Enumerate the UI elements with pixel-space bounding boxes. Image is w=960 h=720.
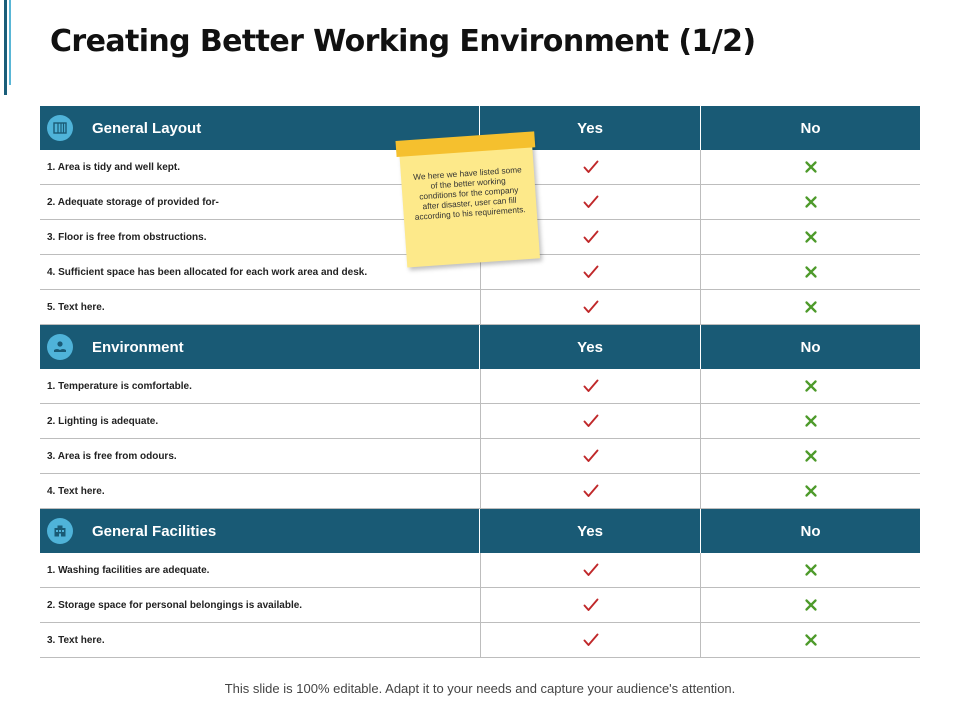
footer-note: This slide is 100% editable. Adapt it to your needs and capture your audience's attention.	[224, 681, 736, 696]
cross-icon	[804, 563, 818, 577]
yes-cell[interactable]	[480, 623, 701, 657]
yes-cell[interactable]	[480, 588, 701, 622]
cross-icon	[804, 633, 818, 647]
checklist-row	[40, 623, 920, 658]
yes-column-header: Yes	[480, 325, 701, 369]
facilities-icon	[47, 518, 73, 544]
no-cell[interactable]	[701, 255, 920, 289]
checklist-item-label: 1. Area is tidy and well kept.	[47, 161, 181, 173]
checklist-item-label: 1. Washing facilities are adequate.	[47, 564, 210, 576]
no-cell[interactable]	[701, 369, 920, 403]
accent-bar-dark	[4, 0, 7, 95]
checkmark-icon	[583, 598, 599, 612]
checklist-row	[40, 553, 920, 588]
checkmark-icon	[583, 563, 599, 577]
no-column-header: No	[800, 338, 821, 356]
section-title: General Layout	[92, 119, 202, 137]
checklist-row	[40, 290, 920, 325]
checklist-item-label: 4. Text here.	[47, 485, 105, 497]
no-cell[interactable]	[701, 220, 920, 254]
checklist-item-label: 4. Sufficient space has been allocated for each work area and desk.	[47, 266, 368, 278]
yes-cell[interactable]	[480, 404, 701, 438]
checklist-item-label: 3. Area is free from odours.	[47, 450, 177, 462]
slide-title: Creating Better Working Environment (1/2)	[50, 24, 756, 59]
checklist-item-label: 5. Text here.	[47, 301, 105, 313]
cross-icon	[804, 414, 818, 428]
section-title: General Facilities	[92, 522, 217, 540]
no-cell[interactable]	[701, 588, 920, 622]
checkmark-icon	[583, 633, 599, 647]
checklist-row	[40, 474, 920, 509]
cross-icon	[804, 230, 818, 244]
checklist-row	[40, 369, 920, 404]
sticky-note-text: We here we have listed some of the better working conditions for the company after disaster, user can fill according to his requirements.	[412, 164, 526, 222]
checkmark-icon	[583, 414, 599, 428]
checklist-item-label: 2. Storage space for personal belongings is available.	[47, 599, 303, 611]
layout-icon	[47, 115, 73, 141]
no-cell[interactable]	[701, 185, 920, 219]
checklist-item-label: 2. Adequate storage of provided for-	[47, 196, 219, 208]
sticky-note	[399, 135, 541, 272]
yes-column-header: Yes	[480, 509, 701, 553]
section-header-environment	[40, 325, 920, 369]
no-cell[interactable]	[701, 623, 920, 657]
yes-cell[interactable]	[480, 553, 701, 587]
cross-icon	[804, 379, 818, 393]
checkmark-icon	[583, 300, 599, 314]
checklist-row	[40, 404, 920, 439]
yes-column-header: Yes	[480, 106, 701, 150]
section-title: Environment	[92, 338, 184, 356]
cross-icon	[804, 265, 818, 279]
checklist-item-label: 3. Text here.	[47, 634, 105, 646]
cross-icon	[804, 484, 818, 498]
checkmark-icon	[583, 449, 599, 463]
no-column-header: No	[800, 119, 821, 137]
checklist-item-label: 1. Temperature is comfortable.	[47, 380, 192, 392]
yes-cell[interactable]	[480, 369, 701, 403]
checklist-row	[40, 439, 920, 474]
no-cell[interactable]	[701, 474, 920, 508]
accent-bar-light	[9, 0, 11, 85]
environment-icon	[47, 334, 73, 360]
no-cell[interactable]	[701, 404, 920, 438]
checkmark-icon	[583, 230, 599, 244]
cross-icon	[804, 449, 818, 463]
no-cell[interactable]	[701, 553, 920, 587]
checkmark-icon	[583, 379, 599, 393]
cross-icon	[804, 195, 818, 209]
checklist-item-label: 2. Lighting is adequate.	[47, 415, 159, 427]
checkmark-icon	[583, 265, 599, 279]
section-header-general-facilities	[40, 509, 920, 553]
checklist-item-label: 3. Floor is free from obstructions.	[47, 231, 207, 243]
no-cell[interactable]	[701, 150, 920, 184]
cross-icon	[804, 300, 818, 314]
yes-cell[interactable]	[480, 439, 701, 473]
checkmark-icon	[583, 484, 599, 498]
no-column-header: No	[800, 522, 821, 540]
no-cell[interactable]	[701, 439, 920, 473]
checkmark-icon	[583, 160, 599, 174]
no-cell[interactable]	[701, 290, 920, 324]
checklist-row	[40, 588, 920, 623]
cross-icon	[804, 598, 818, 612]
yes-cell[interactable]	[480, 290, 701, 324]
yes-cell[interactable]	[480, 474, 701, 508]
cross-icon	[804, 160, 818, 174]
checkmark-icon	[583, 195, 599, 209]
